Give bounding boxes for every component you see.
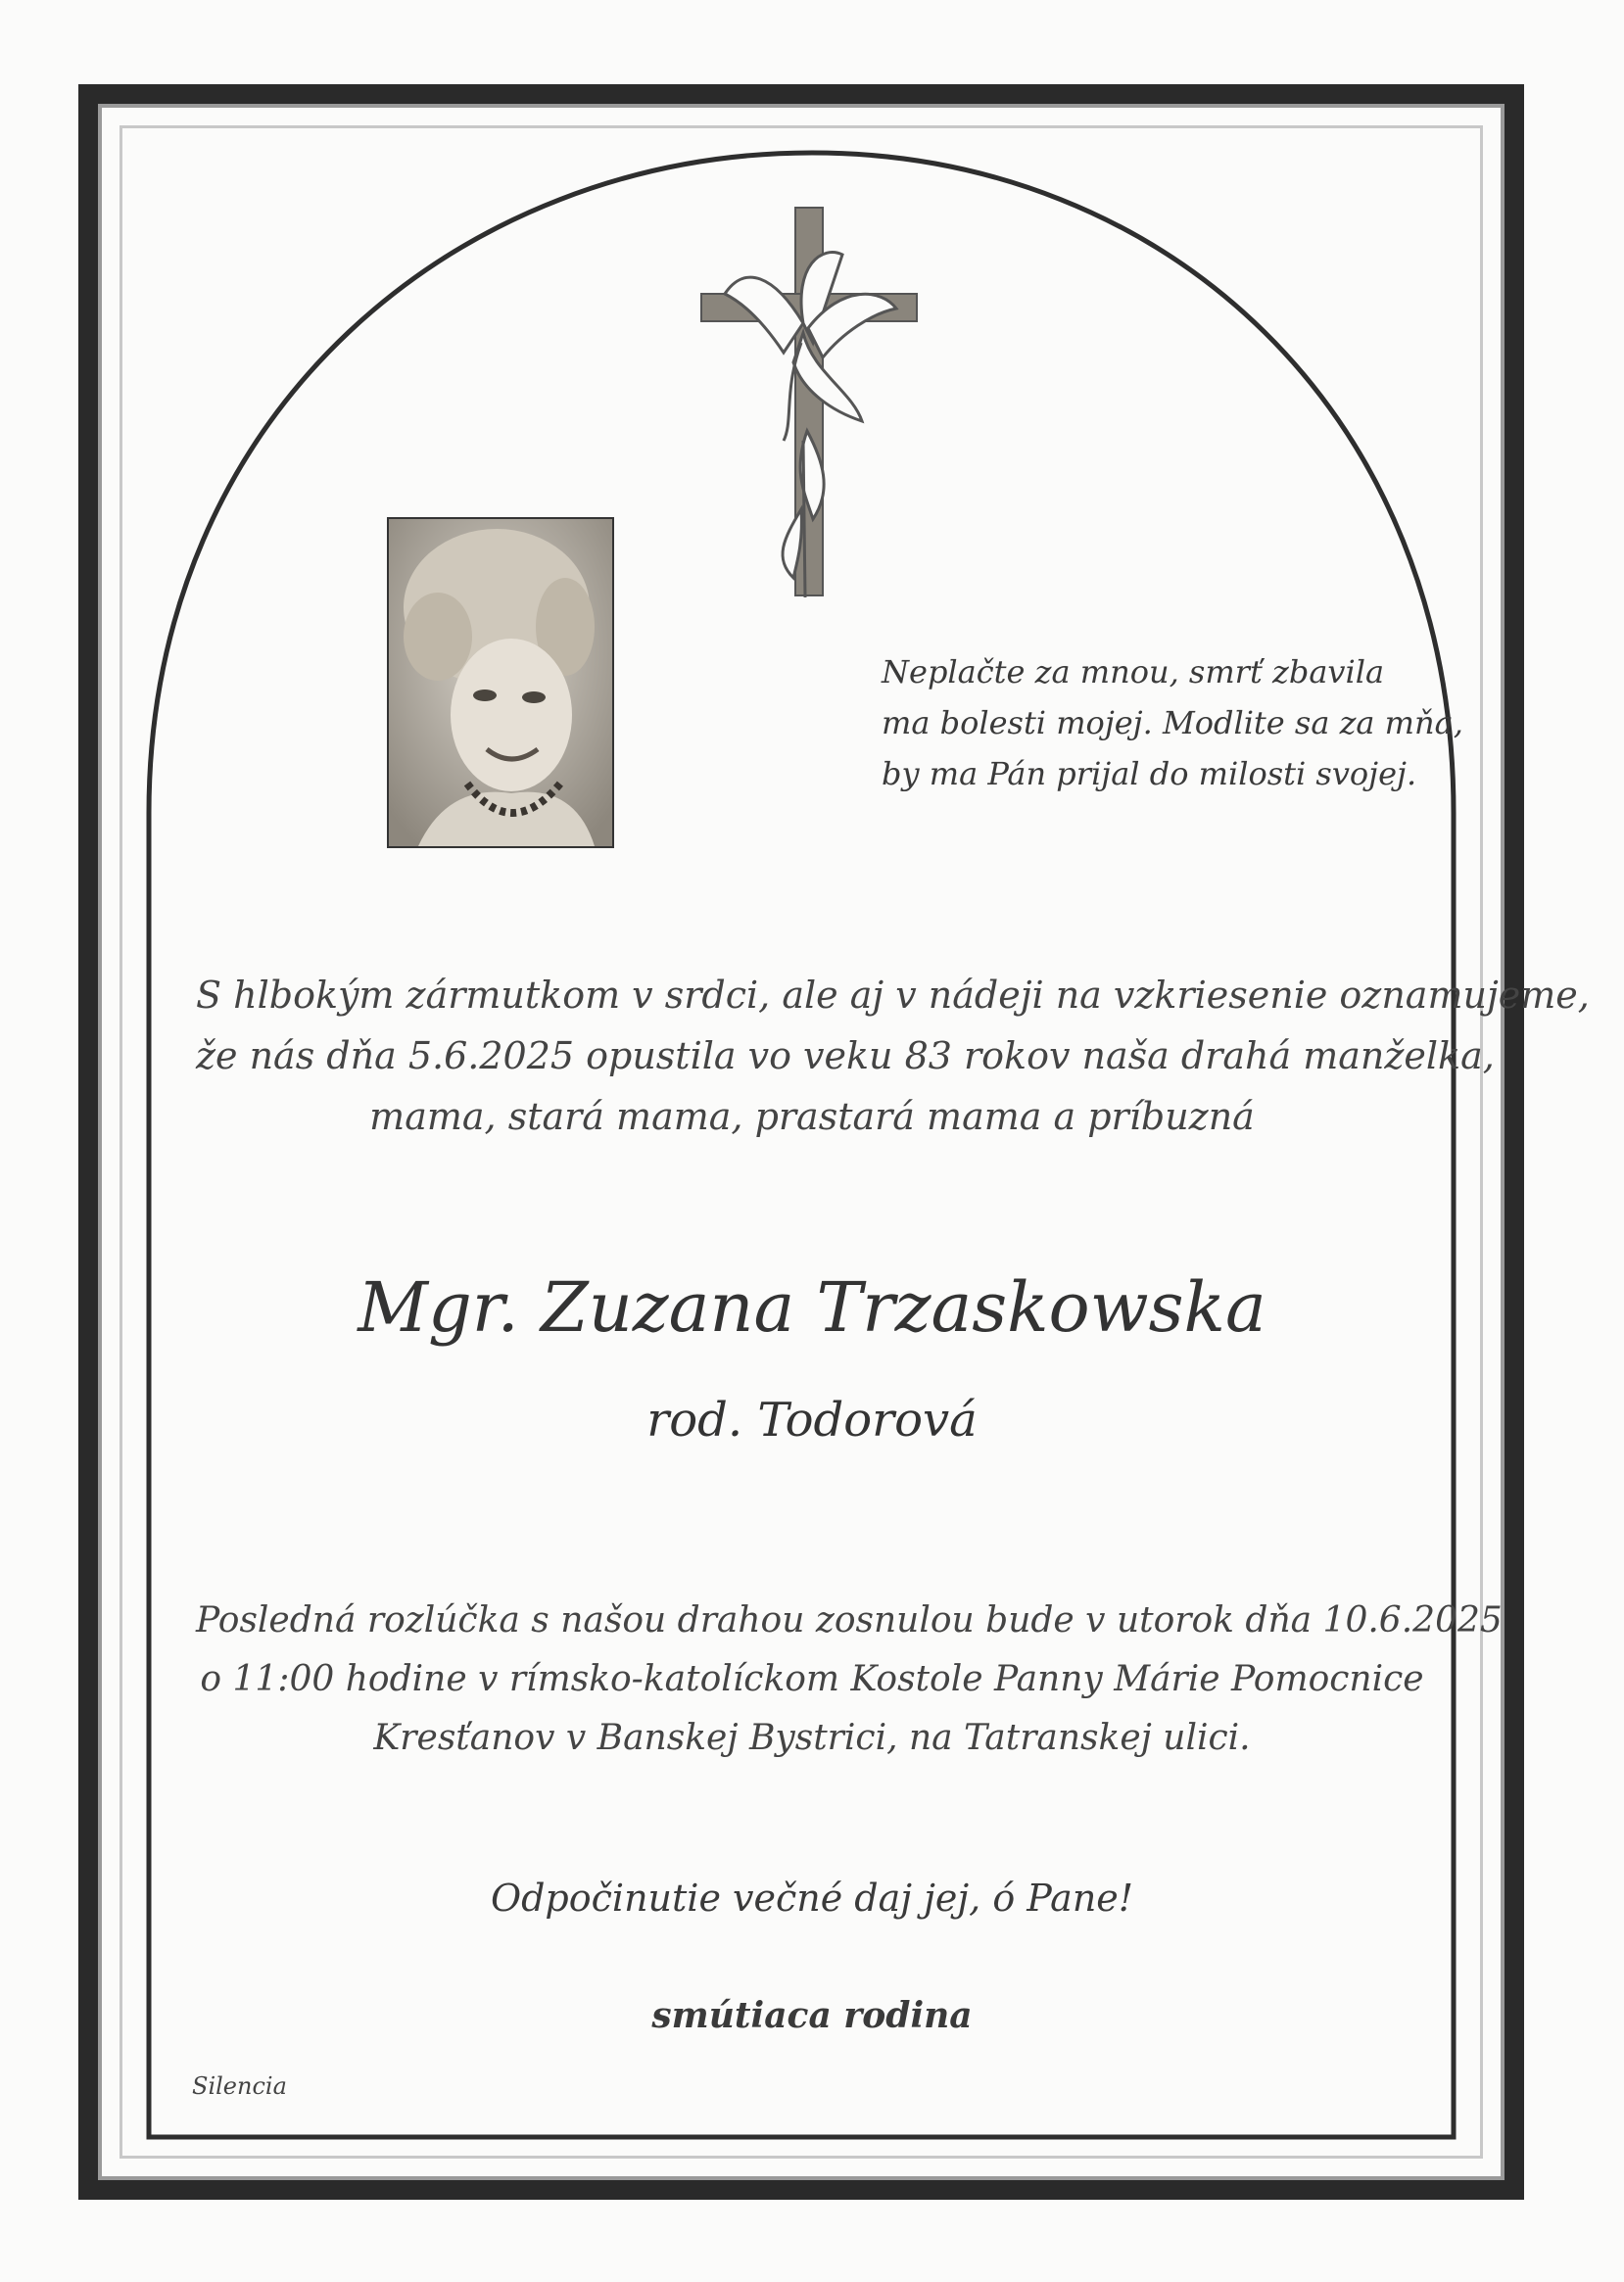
poem-verse [882,646,1463,799]
announcement-line: mama, stará mama, prastará mama a príbuzná [369,1095,1255,1138]
cross-with-lily-icon [686,196,931,607]
closing-prayer: Odpočinutie večné daj jej, ó Pane! [490,1877,1134,1920]
funeral-line: o 11:00 hodine v rímsko-katolíckom Kostole Panny Márie Pomocnice [200,1659,1424,1699]
printer-mark: Silencia [192,2072,287,2100]
funeral-line: Posledná rozlúčka s našou drahou zosnulou bude v utorok dňa 10.6.2025 [196,1600,1503,1640]
announcement-line: S hlbokým zármutkom v srdci, ale aj v nádeji na vzkriesenie oznamujeme, [196,974,1590,1017]
funeral-details [196,1592,1503,1768]
maiden-name: rod. Todorová [646,1393,978,1448]
poem-line: Neplačte za mnou, smrť zbavila [882,653,1385,690]
announcement-line: že nás dňa 5.6.2025 opustila vo veku 83 rokov naša drahá manželka, [196,1034,1495,1077]
announcement-text [196,965,1590,1147]
deceased-name: Mgr. Zuzana Trzaskowska [358,1267,1266,1348]
family-signature: smútiaca rodina [651,1995,973,2036]
poem-line: by ma Pán prijal do milosti svojej. [882,755,1417,792]
poem-line: ma bolesti mojej. Modlite sa za mňa, [882,704,1463,741]
portrait-photo [387,517,614,848]
funeral-line: Kresťanov v Banskej Bystrici, na Tatranskej ulici. [373,1718,1251,1758]
